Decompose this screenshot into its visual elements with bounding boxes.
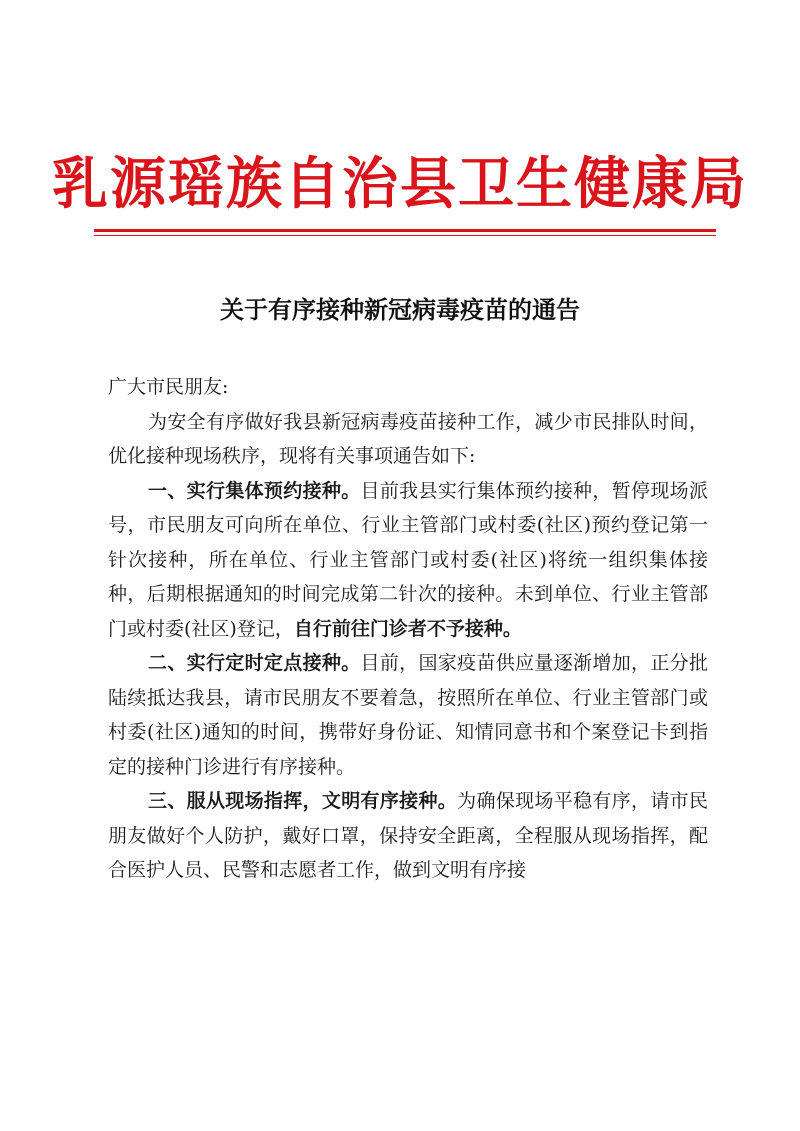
item-1-text: 目前我县实行集体预约接种，暂停现场派号，市民朋友可向所在单位、行业主管部门或村委(社区)预约登记第一针次接种，所在单位、行业主管部门或村委(社区)将统一组织集体接种，后期根据通知的时间完成第二针次的接种。未到单位、行业主管部门或村委(社区)登记， xyxy=(108,479,708,640)
item-2-paragraph xyxy=(108,646,708,784)
letterhead-org-name: 乳源瑶族自治县卫生健康局 xyxy=(52,151,748,217)
item-2-text: 目前，国家疫苗供应量逐渐增加，正分批陆续抵达我县，请市民朋友不要着急，按照所在单位、行业主管部门或村委(社区)通知的时间，携带好身份证、知情同意书和个案登记卡到指定的接种门诊进行有序接种。 xyxy=(108,652,708,778)
item-1-heading: 一、实行集体预约接种。 xyxy=(148,479,361,502)
item-1-paragraph xyxy=(108,474,708,647)
item-3-text: 为确保现场平稳有序，请市民朋友做好个人防护，戴好口罩，保持安全距离，全程服从现场指挥，配合医护人员、民警和志愿者工作，做到文明有序接 xyxy=(108,790,708,881)
item-3-heading: 三、服从现场指挥，文明有序接种。 xyxy=(148,790,458,812)
intro-paragraph: 为安全有序做好我县新冠病毒疫苗接种工作，减少市民排队时间，优化接种现场秩序，现将有关事项通告如下: xyxy=(108,410,708,467)
item-3-paragraph xyxy=(108,784,708,888)
letterhead-red-rule-thick xyxy=(94,229,716,232)
item-2-heading: 二、实行定时定点接种。 xyxy=(148,652,361,674)
notice-body xyxy=(108,370,708,888)
letterhead-red-rule-thin xyxy=(94,235,716,236)
item-1-emphasis: 自行前往门诊者不予接种。 xyxy=(293,617,522,640)
salutation: 广大市民朋友: xyxy=(108,376,229,398)
notice-title: 关于有序接种新冠病毒疫苗的通告 xyxy=(220,295,580,324)
